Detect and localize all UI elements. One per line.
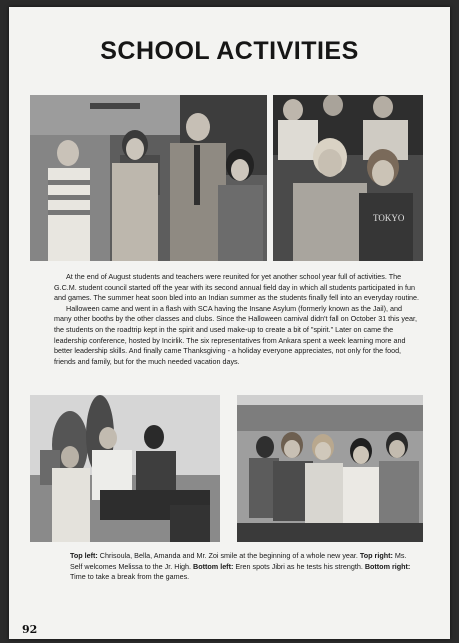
caption-bottom-left-text: Eren spots Jibri as he tests his strength. (233, 561, 363, 571)
caption-bottom-right-text: Time to take a break from the games. (70, 572, 190, 582)
photo-top-right (273, 95, 423, 261)
photo-bottom-right (237, 395, 423, 542)
photo-captions (70, 551, 418, 583)
page-number: 92 (22, 623, 38, 636)
article-body (54, 272, 420, 367)
yearbook-page (9, 7, 450, 639)
caption-top-left-text: Chrisoula, Bella, Amanda and Mr. Zoi smile at the beginning of a whole new year. (97, 551, 358, 560)
article-paragraph-1: At the end of August students and teachers were reunited for yet another school year full of activities. The G.C.M. student council started off the year with its second annual field day in which all students participated in fun and games. The summer heat soon bled into an Indian summer as the students finally fell into an everyday routine. (54, 272, 420, 303)
caption-top-left-label: Top left: (70, 551, 98, 560)
photo-top-left (30, 95, 267, 261)
article-paragraph-2: Halloween came and went in a flash with SCA having the Insane Asylum (formerly known as the Jail), and many other booths by the other classes and clubs. Since the Halloween carnival didn't fall on October 31 this year, the students on the roadtrip kept in the spirit and used make-up to create a bit of "spirit." Later on came the leadership conference, hosted by Incirlik. The six representatives from Ankara spent a week learning more and better leadership skills. And finally came Thanksgiving - a holiday everyone appreciates, not only for the food, friends and family, but for the much needed vacation days. (54, 303, 417, 366)
page-title: SCHOOL ACTIVITIES (100, 37, 359, 65)
caption-bottom-left-label: Bottom left: (193, 561, 234, 571)
caption-top-right-label: Top right: (359, 551, 393, 560)
caption-bottom-right-label: Bottom right: (364, 561, 411, 571)
caption-top-right-text: Ms. Self welcomes Melissa to the Jr. High. (70, 551, 407, 571)
shirt-print-text: TOKYO (373, 213, 405, 223)
photo-bottom-left (30, 395, 220, 542)
